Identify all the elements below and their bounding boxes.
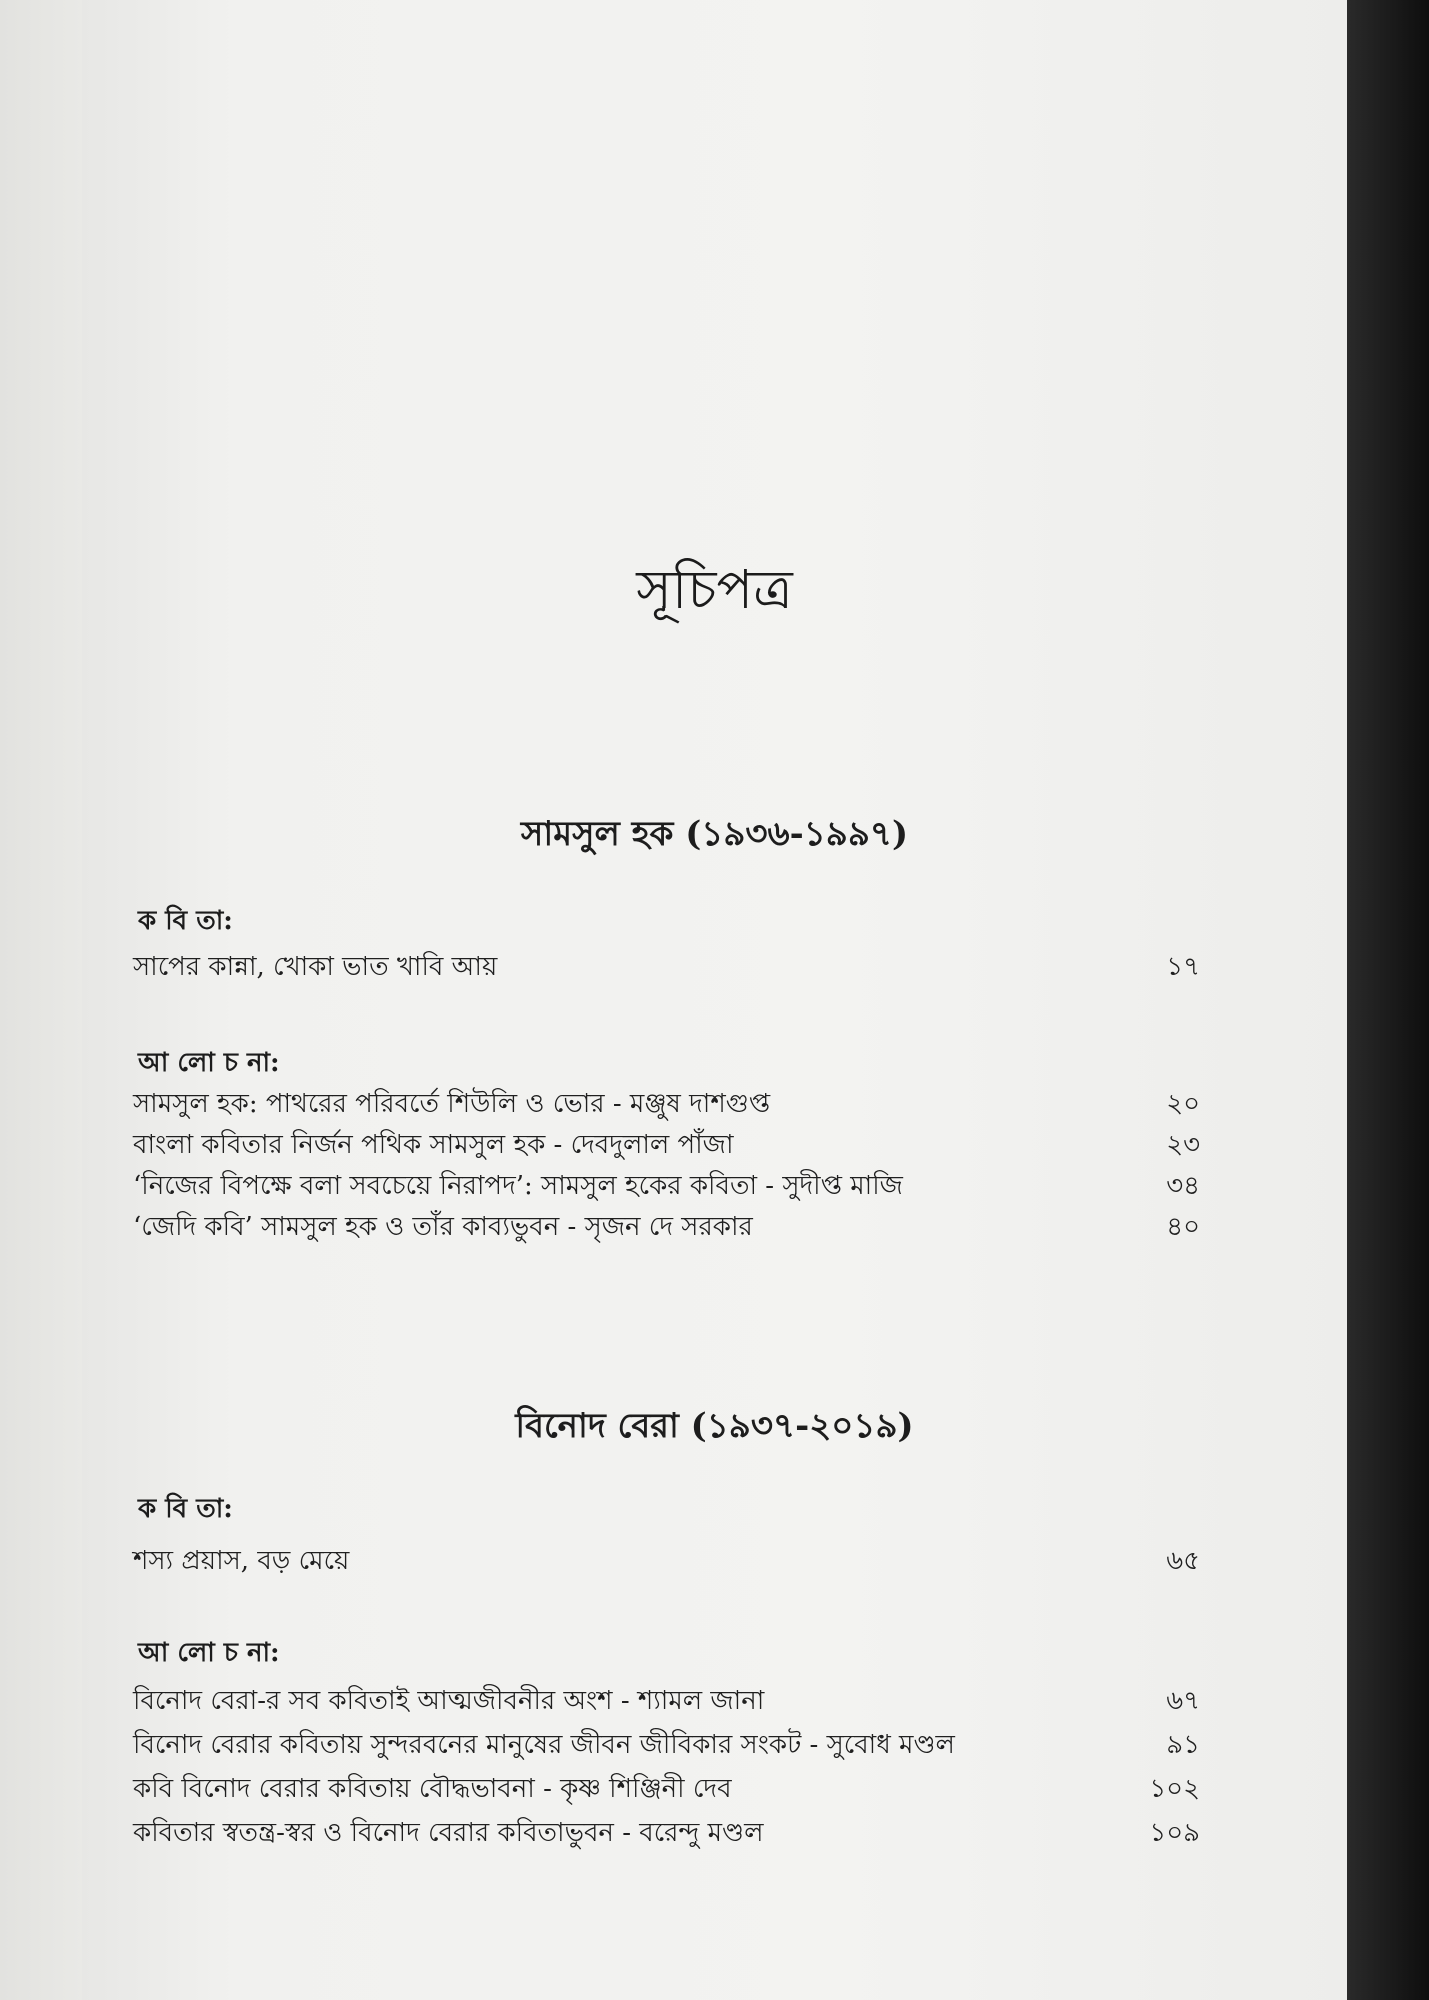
entry-title: কবিতার স্বতন্ত্র-স্বর ও বিনোদ বেরার কবিতাভুবন - বরেন্দু মণ্ডল <box>133 1818 764 1848</box>
author-name: সামসুল হক (১৯৩৬-১৯৯৭) <box>520 814 909 854</box>
toc-entry[interactable] <box>133 1768 1200 1808</box>
entry-page: ৪০ <box>1166 1212 1200 1242</box>
page-right-edge <box>1347 0 1429 2000</box>
entry-title: সামসুল হক: পাথরের পরিবর্তে শিউলি ও ভোর - মঞ্জুষ দাশগুপ্ত <box>133 1089 771 1119</box>
entry-page: ৬৭ <box>1166 1686 1200 1716</box>
entry-page: ১০২ <box>1149 1774 1200 1804</box>
entry-page: ৯১ <box>1166 1730 1200 1760</box>
entry-page: ৩৪ <box>1166 1171 1200 1201</box>
entry-page: ৬৫ <box>1166 1546 1200 1576</box>
entry-page: ২০ <box>1166 1089 1200 1119</box>
toc-entry[interactable] <box>133 1540 1200 1580</box>
entry-title: ‘নিজের বিপক্ষে বলা সবচেয়ে নিরাপদ’: সামসুল হকের কবিতা - সুদীপ্ত মাজি <box>133 1171 903 1201</box>
group-label-essays: আ লো চ না: <box>138 1048 280 1078</box>
toc-entry[interactable] <box>133 1812 1200 1852</box>
entry-title: কবি বিনোদ বেরার কবিতায় বৌদ্ধভাবনা - কৃষ্ণ শিঞ্জিনী দেব <box>133 1774 732 1804</box>
entry-title: বাংলা কবিতার নির্জন পথিক সামসুল হক - দেবদুলাল পাঁজা <box>133 1130 734 1160</box>
entry-title: ‘জেদি কবি’ সামসুল হক ও তাঁর কাব্যভুবন - সৃজন দে সরকার <box>133 1212 753 1242</box>
page-left-edge <box>0 0 82 2000</box>
toc-entry[interactable] <box>133 946 1200 986</box>
toc-entry[interactable] <box>133 1124 1200 1164</box>
entry-title: বিনোদ বেরার কবিতায় সুন্দরবনের মানুষের জীবন জীবিকার সংকট - সুবোধ মণ্ডল <box>133 1730 955 1760</box>
group-label-poems: ক বি তা: <box>138 1494 233 1524</box>
author-heading <box>0 808 1429 865</box>
group-label-essays: আ লো চ না: <box>138 1638 280 1668</box>
group-label-poems: ক বি তা: <box>138 906 233 936</box>
page-title: সূচিপত্র <box>636 558 793 621</box>
toc-entry[interactable] <box>133 1206 1200 1246</box>
entry-page: ১০৯ <box>1149 1818 1200 1848</box>
toc-entry[interactable] <box>133 1165 1200 1205</box>
entry-page: ১৭ <box>1166 952 1200 982</box>
toc-entry[interactable] <box>133 1083 1200 1123</box>
entry-title: শস্য প্রয়াস, বড় মেয়ে <box>133 1546 350 1576</box>
entry-title: বিনোদ বেরা-র সব কবিতাই আত্মজীবনীর অংশ - শ্যামল জানা <box>133 1686 765 1716</box>
author-name: বিনোদ বেরা (১৯৩৭-২০১৯) <box>515 1406 914 1446</box>
toc-entry[interactable] <box>133 1724 1200 1764</box>
entry-title: সাপের কান্না, খোকা ভাত খাবি আয় <box>133 952 498 982</box>
entry-page: ২৩ <box>1166 1130 1200 1160</box>
author-heading <box>0 1400 1429 1457</box>
toc-entry[interactable] <box>133 1680 1200 1720</box>
